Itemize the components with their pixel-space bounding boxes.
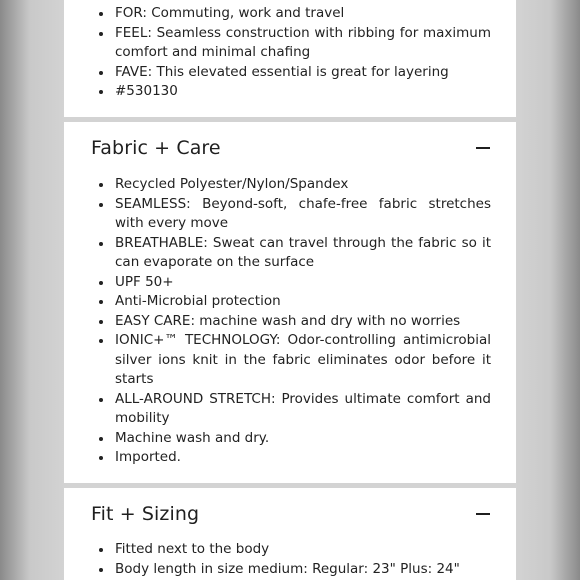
minus-icon [476, 147, 490, 149]
list-item: Machine wash and dry. [91, 429, 491, 449]
fabric-care-panel [64, 122, 516, 483]
collapse-fit-sizing-button[interactable] [476, 507, 490, 521]
minus-icon [476, 513, 490, 515]
list-item: EASY CARE: machine wash and dry with no worries [91, 312, 491, 332]
list-item: IONIC+™ TECHNOLOGY: Odor-controlling antimicrobial silver ions knit in the fabric eliminates odor before it starts [91, 331, 491, 390]
list-item: #530130 [91, 82, 491, 102]
list-item: Recycled Polyester/Nylon/Spandex [91, 175, 491, 195]
list-item: FEEL: Seamless construction with ribbing for maximum comfort and minimal chafing [91, 24, 491, 63]
details-panel [64, 0, 516, 117]
list-item: ALL-AROUND STRETCH: Provides ultimate comfort and mobility [91, 390, 491, 429]
list-item: UPF 50+ [91, 273, 491, 293]
list-item: SEAMLESS: Beyond-soft, chafe-free fabric stretches with every move [91, 195, 491, 234]
list-item: Anti-Microbial protection [91, 292, 491, 312]
fabric-care-title[interactable]: Fabric + Care [91, 137, 221, 159]
details-list [91, 4, 491, 102]
fabric-care-list [91, 175, 491, 468]
fit-sizing-list [91, 540, 491, 579]
list-item: FOR: Commuting, work and travel [91, 4, 491, 24]
list-item: Fitted next to the body [91, 540, 491, 560]
fit-sizing-title[interactable]: Fit + Sizing [91, 503, 200, 525]
list-item: BREATHABLE: Sweat can travel through the fabric so it can evaporate on the surface [91, 234, 491, 273]
fit-sizing-panel [64, 488, 516, 580]
list-item: FAVE: This elevated essential is great for layering [91, 63, 491, 83]
list-item: Body length in size medium: Regular: 23" Plus: 24" [91, 560, 491, 580]
collapse-fabric-care-button[interactable] [476, 141, 490, 155]
list-item: Imported. [91, 448, 491, 468]
